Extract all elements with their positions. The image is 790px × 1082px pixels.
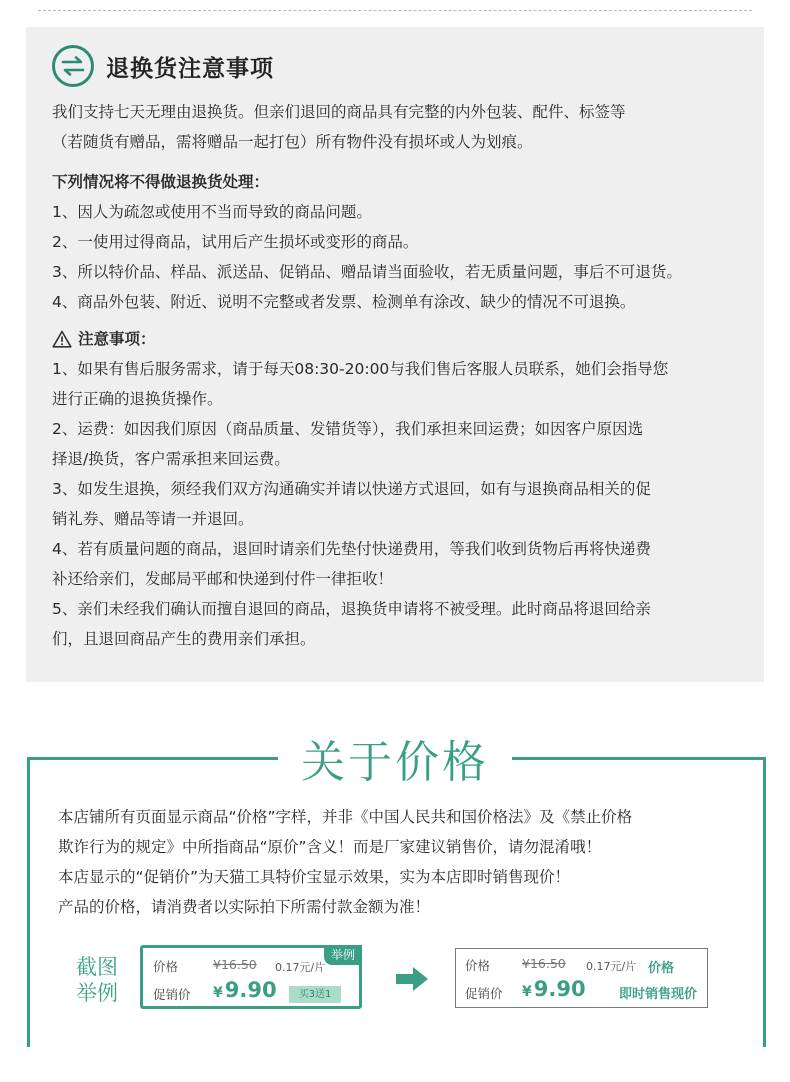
no-return-section (52, 167, 752, 317)
intro-line: （若随货有赠品，需将赠品一起打包）所有物件没有损坏或人为划痕。 (52, 133, 533, 151)
list-line: 们，且退回商品产生的费用亲们承担。 (52, 630, 316, 648)
promo-price-value: 9.90 (533, 977, 586, 1001)
price-label: 价格 (465, 958, 491, 973)
price-line: 本店显示的“促销价”为天猫工具特价宝显示效果，实为本店即时销售现价！ (58, 868, 571, 886)
old-price: ¥16.50 (213, 957, 257, 972)
example-label (66, 954, 128, 1006)
list-line: 4、若有质量问题的商品，退回时请亲们先垫付快递费用，等我们收到货物后再将快递费 (52, 540, 651, 558)
no-return-heading: 下列情况将不得做退换货处理： (52, 173, 270, 191)
promo-price (522, 977, 586, 1001)
promo-note: 即时销售现价 (619, 987, 698, 1002)
list-line: 补还给亲们，发邮局平邮和快递到付件一律拒收！ (52, 570, 394, 588)
attention-section (52, 324, 752, 654)
price-title: 关于价格 (301, 737, 489, 788)
price-line: 欺诈行为的规定》中所指商品“原价”含义！而是厂家建议销售价，请勿混淆哦！ (58, 838, 602, 856)
list-item: 1、因人为疏忽或使用不当而导致的商品问题。 (52, 203, 372, 221)
top-divider (38, 10, 752, 11)
list-line: 2、运费：如因我们原因（商品质量、发错货等），我们承担来回运费；如因客户原因选 (52, 420, 644, 438)
intro-line: 我们支持七天无理由退换货。但亲们退回的商品具有完整的内外包装、配件、标签等 (52, 103, 626, 121)
notice-title: 退换货注意事项 (106, 55, 274, 82)
list-line: 3、如发生退换，须经我们双方沟通确实并请以快递方式退回，如有与退换商品相关的促 (52, 480, 651, 498)
result-price-card (455, 948, 708, 1008)
warning-icon (52, 330, 72, 348)
return-notice-panel (26, 27, 764, 682)
exchange-icon (52, 45, 94, 87)
unit-price: 0.17元/片 (586, 960, 637, 973)
example-label-line: 截图 (76, 955, 118, 979)
price-label: 价格 (153, 959, 179, 974)
promo-label: 促销价 (153, 987, 191, 1002)
price-line: 产品的价格，请消费者以实际拍下所需付款金额为准！ (58, 898, 431, 916)
currency-symbol: ¥ (522, 984, 532, 1000)
attention-heading: 注意事项： (78, 330, 156, 348)
attention-heading-row (52, 324, 752, 354)
promo-price (213, 978, 277, 1002)
list-item: 4、商品外包装、附近、说明不完整或者发票、检测单有涂改、缺少的情况不可退换。 (52, 293, 636, 311)
notice-intro (52, 97, 752, 157)
list-item: 2、一使用过得商品，试用后产生损坏或变形的商品。 (52, 233, 419, 251)
promo-price-value: 9.90 (224, 978, 277, 1002)
list-line: 5、亲们未经我们确认而擅自退回的商品，退换货申请将不被受理。此时商品将退回给亲 (52, 600, 651, 618)
list-line: 进行正确的退换货操作。 (52, 390, 223, 408)
list-item: 3、所以特价品、样品、派送品、促销品、赠品请当面验收，若无质量问题，事后不可退货。 (52, 263, 682, 281)
old-price: ¥16.50 (522, 956, 566, 971)
promo-label: 促销价 (465, 986, 503, 1001)
currency-symbol: ¥ (213, 985, 223, 1001)
arrow-right-icon (395, 966, 429, 992)
price-explanation (58, 802, 632, 922)
list-line: 销礼券、赠品等请一并退回。 (52, 510, 254, 528)
price-title-wrap (278, 728, 512, 788)
promo-tag: 买3送1 (289, 986, 341, 1003)
unit-price: 0.17元/片 (275, 961, 326, 974)
price-line: 本店铺所有页面显示商品“价格”字样，并非《中国人民共和国价格法》及《禁止价格 (58, 808, 633, 826)
list-line: 1、如果有售后服务需求，请于每天08:30-20:00与我们售后客服人员联系，她们会指导您 (52, 360, 669, 378)
example-badge: 举例 (324, 945, 362, 965)
price-note: 价格 (648, 961, 675, 976)
list-line: 择退/换货，客户需承担来回运费。 (52, 450, 290, 468)
example-price-card (140, 945, 362, 1009)
example-label-line: 举例 (76, 981, 118, 1005)
notice-header (52, 44, 274, 88)
